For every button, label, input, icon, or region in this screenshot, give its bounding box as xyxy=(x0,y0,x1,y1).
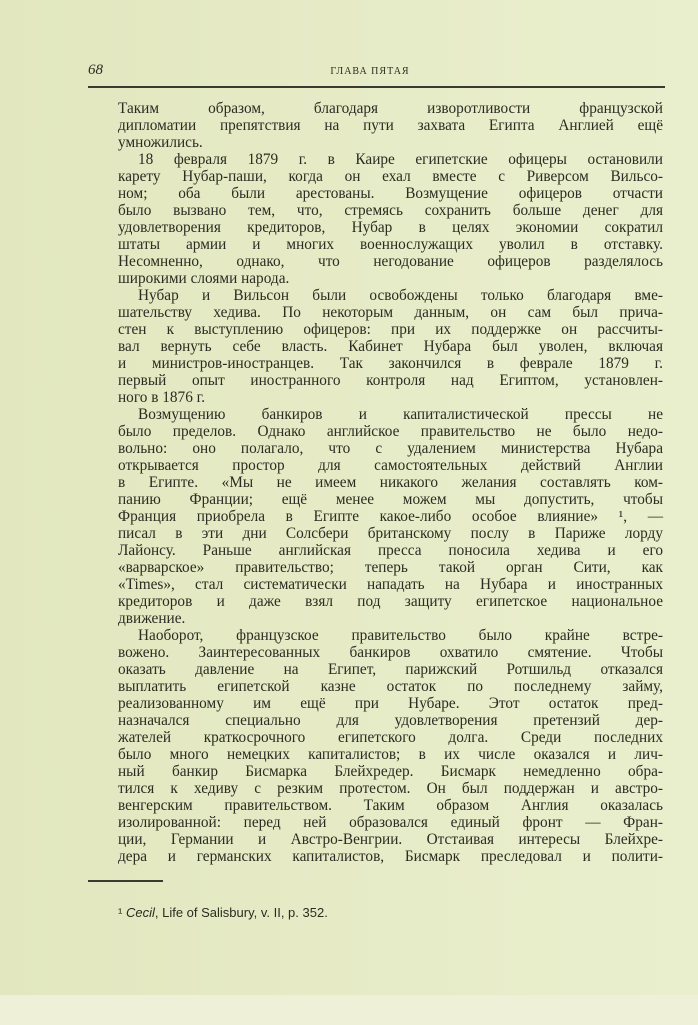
text-line: Возмущению банкиров и капиталистической прессы не xyxy=(138,406,663,423)
text-line: дипломатии препятствия на пути захвата Египта Англией ещё xyxy=(118,117,663,134)
scan-edge xyxy=(0,995,698,1025)
text-line: оказать давление на Египет, парижский Ротшильд отказался xyxy=(118,661,663,678)
text-line: умножились. xyxy=(118,134,203,151)
text-line: ном; оба были арестованы. Возмущение офицеров отчасти xyxy=(118,185,663,202)
text-line: Лайонсу. Раньше английская пресса поносила хедива и его xyxy=(118,542,663,559)
body-text xyxy=(118,100,663,865)
header-rule xyxy=(88,86,665,88)
text-line: выплатить египетской казне остаток по последнему займу, xyxy=(118,678,663,695)
footnote xyxy=(118,905,328,920)
footnote-citation: , Life of Salisbury, v. II, p. 352. xyxy=(154,905,328,920)
text-line: стен к выступлению офицеров: при их поддержке он рассчиты- xyxy=(118,321,663,338)
text-line: штаты армии и многих военнослужащих уволил в отставку. xyxy=(118,236,663,253)
text-line: писал в эти дни Солсбери британскому послу в Париже лорду xyxy=(118,525,663,542)
text-line: Таким образом, благодаря изворотливости французской xyxy=(118,100,663,117)
text-line: изолированной: перед ней образовался единый фронт — Фран- xyxy=(118,814,663,831)
text-line: шательству хедива. По некоторым данным, он сам был прича- xyxy=(118,304,663,321)
text-line: венгерским правительством. Таким образом Англия оказалась xyxy=(118,797,663,814)
text-line: было много немецких капиталистов; в их числе оказался и лич- xyxy=(118,746,663,763)
text-line: было пределов. Однако английское правительство не было недо- xyxy=(118,423,663,440)
text-line: «варварское» правительство; теперь такой орган Сити, как xyxy=(118,559,663,576)
footnote-rule xyxy=(88,880,163,882)
text-line: реализованному им ещё при Нубаре. Этот остаток пред- xyxy=(118,695,663,712)
text-line: Франция приобрела в Египте какое-либо особое влияние» ¹, — xyxy=(118,508,663,525)
text-line: Нубар и Вильсон были освобождены только благодаря вме- xyxy=(138,287,663,304)
text-line: Наоборот, французское правительство было крайне встре- xyxy=(138,627,663,644)
text-line: кредиторов и даже взял под защиту египетское национальное xyxy=(118,593,663,610)
text-line: и министров-иностранцев. Так закончился в феврале 1879 г. xyxy=(118,355,663,372)
text-line: было вызвано тем, что, стремясь сохранить больше денег для xyxy=(118,202,663,219)
text-line: тился к хедиву с резким протестом. Он был поддержан и австро- xyxy=(118,780,663,797)
text-line: широкими слоями народа. xyxy=(118,270,290,287)
text-line: панию Франции; ещё менее можем мы допустить, чтобы xyxy=(118,491,663,508)
text-line: жателей краткосрочного египетского долга. Среди последних xyxy=(118,729,663,746)
text-line: вожено. Заинтересованных банкиров охватило смятение. Чтобы xyxy=(118,644,663,661)
text-line: Несомненно, однако, что негодование офицеров разделялось xyxy=(118,253,663,270)
text-line: ции, Германии и Австро-Венгрии. Отстаивая интересы Блейхре- xyxy=(118,831,663,848)
text-line: открывается простор для самостоятельных действий Англии xyxy=(118,457,663,474)
text-line: удовлетворения кредиторов, Нубар в целях экономии сократил xyxy=(118,219,663,236)
page-number: 68 xyxy=(88,62,103,78)
text-line: дера и германских капиталистов, Бисмарк преследовал и полити- xyxy=(118,848,663,865)
text-line: ного в 1876 г. xyxy=(118,389,206,406)
text-line: карету Нубар-паши, когда он ехал вместе с Риверсом Вильсо- xyxy=(118,168,663,185)
text-line: в Египте. «Мы не имеем никакого желания составлять ком- xyxy=(118,474,663,491)
text-line: вал вернуть себе власть. Кабинет Нубара был уволен, включая xyxy=(118,338,663,355)
text-line: ный банкир Бисмарка Блейхредер. Бисмарк немедленно обра- xyxy=(118,763,663,780)
text-line: движение. xyxy=(118,610,186,627)
text-line: назначался специально для удовлетворения претензий дер- xyxy=(118,712,663,729)
footnote-marker: ¹ xyxy=(118,905,123,920)
text-line: «Times», стал систематически нападать на Нубара и иностранных xyxy=(118,576,663,593)
running-head: ГЛАВА ПЯТАЯ xyxy=(330,66,410,77)
text-line: первый опыт иностранного контроля над Египтом, установлен- xyxy=(118,372,663,389)
footnote-author: Cecil xyxy=(125,905,155,920)
text-line: 18 февраля 1879 г. в Каире египетские офицеры остановили xyxy=(138,151,663,168)
text-line: вольно: оно полагало, что с удалением министерства Нубара xyxy=(118,440,663,457)
